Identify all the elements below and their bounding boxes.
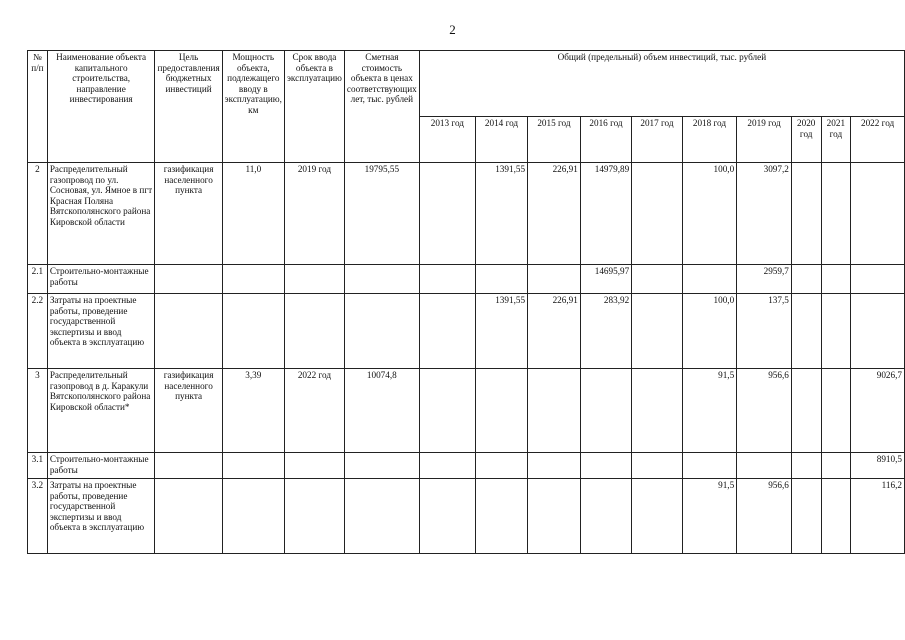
row-year-value	[821, 479, 851, 554]
row-year-value	[475, 265, 527, 294]
row-num: 3	[28, 369, 48, 453]
row-year-value: 956,6	[737, 369, 792, 453]
row-year-value	[682, 265, 736, 294]
row-year-value	[851, 294, 905, 369]
investment-table	[27, 50, 905, 554]
row-year-value	[419, 453, 475, 479]
row-year-value	[632, 265, 683, 294]
row-year-value: 91,5	[682, 369, 736, 453]
row-num: 2.2	[28, 294, 48, 369]
row-capacity: 11,0	[222, 163, 284, 265]
header-num: № п/п	[28, 51, 48, 163]
row-name: Строительно-монтажные работы	[47, 453, 155, 479]
row-year-value	[791, 265, 821, 294]
row-cost	[344, 265, 419, 294]
row-num: 2	[28, 163, 48, 265]
row-year-value: 283,92	[580, 294, 631, 369]
row-year-value	[791, 294, 821, 369]
row-name: Распределительный газопровод в д. Каракули Вятскополянского района Кировской области*	[47, 369, 155, 453]
header-year: 2021 год	[821, 117, 851, 163]
row-year-value: 91,5	[682, 479, 736, 554]
row-cost	[344, 453, 419, 479]
row-term	[284, 453, 344, 479]
row-cost	[344, 294, 419, 369]
row-year-value	[821, 453, 851, 479]
row-year-value	[821, 294, 851, 369]
header-cost: Сметная стоимость объекта в ценах соответствующих лет, тыс. рублей	[344, 51, 419, 163]
row-year-value: 14695,97	[580, 265, 631, 294]
row-capacity	[222, 265, 284, 294]
header-year: 2020 год	[791, 117, 821, 163]
row-year-value: 3097,2	[737, 163, 792, 265]
row-name: Строительно-монтажные работы	[47, 265, 155, 294]
row-year-value: 100,0	[682, 294, 736, 369]
row-year-value	[821, 265, 851, 294]
row-year-value	[851, 163, 905, 265]
row-goal	[155, 294, 222, 369]
row-year-value: 2959,7	[737, 265, 792, 294]
row-year-value	[528, 479, 581, 554]
row-year-value: 956,6	[737, 479, 792, 554]
row-year-value	[419, 163, 475, 265]
row-num: 2.1	[28, 265, 48, 294]
header-year: 2016 год	[580, 117, 631, 163]
row-term: 2019 год	[284, 163, 344, 265]
header-year: 2022 год	[851, 117, 905, 163]
row-year-value	[632, 369, 683, 453]
row-term	[284, 479, 344, 554]
row-year-value: 226,91	[528, 294, 581, 369]
row-year-value	[632, 453, 683, 479]
row-year-value	[682, 453, 736, 479]
row-term: 2022 год	[284, 369, 344, 453]
header-year: 2014 год	[475, 117, 527, 163]
row-goal: газификация населенного пункта	[155, 369, 222, 453]
row-year-value	[419, 369, 475, 453]
header-name: Наименование объекта капитального строительства, направление инвестирования	[47, 51, 155, 163]
row-year-value	[580, 369, 631, 453]
row-year-value: 8910,5	[851, 453, 905, 479]
row-capacity: 3,39	[222, 369, 284, 453]
row-year-value	[528, 453, 581, 479]
row-year-value: 116,2	[851, 479, 905, 554]
row-year-value	[632, 479, 683, 554]
row-name: Распределительный газопровод по ул. Сосновая, ул. Ямное в пгт Красная Поляна Вятскополянского района Кировской области	[47, 163, 155, 265]
table-row	[28, 479, 905, 554]
row-cost: 10074,8	[344, 369, 419, 453]
row-year-value	[528, 369, 581, 453]
row-year-value: 14979,89	[580, 163, 631, 265]
row-year-value	[791, 369, 821, 453]
row-num: 3.1	[28, 453, 48, 479]
row-year-value: 137,5	[737, 294, 792, 369]
table-row	[28, 453, 905, 479]
row-year-value	[475, 479, 527, 554]
row-year-value	[528, 265, 581, 294]
row-year-value	[580, 479, 631, 554]
row-year-value: 100,0	[682, 163, 736, 265]
row-year-value	[632, 163, 683, 265]
header-year: 2018 год	[682, 117, 736, 163]
row-year-value	[791, 479, 821, 554]
row-year-value	[737, 453, 792, 479]
row-name: Затраты на проектные работы, проведение государственной экспертизы и ввод объекта в эксплуатацию	[47, 479, 155, 554]
row-year-value	[580, 453, 631, 479]
row-year-value	[851, 265, 905, 294]
table-row	[28, 369, 905, 453]
row-year-value	[632, 294, 683, 369]
row-goal	[155, 453, 222, 479]
header-term: Срок ввода объекта в эксплуатацию	[284, 51, 344, 163]
row-goal	[155, 479, 222, 554]
row-year-value: 1391,55	[475, 163, 527, 265]
row-year-value	[475, 453, 527, 479]
row-term	[284, 265, 344, 294]
row-year-value	[791, 163, 821, 265]
header-capacity: Мощность объекта, подлежащего вводу в эксплуатацию, км	[222, 51, 284, 163]
row-capacity	[222, 294, 284, 369]
header-year: 2019 год	[737, 117, 792, 163]
header-year: 2017 год	[632, 117, 683, 163]
row-goal: газификация населенного пункта	[155, 163, 222, 265]
row-year-value	[475, 369, 527, 453]
row-cost	[344, 479, 419, 554]
row-year-value	[419, 294, 475, 369]
page-number: 2	[449, 22, 456, 37]
row-year-value	[791, 453, 821, 479]
row-year-value	[821, 369, 851, 453]
row-year-value: 226,91	[528, 163, 581, 265]
row-goal	[155, 265, 222, 294]
row-num: 3.2	[28, 479, 48, 554]
row-year-value: 1391,55	[475, 294, 527, 369]
row-name: Затраты на проектные работы, проведение государственной экспертизы и ввод объекта в эксплуатацию	[47, 294, 155, 369]
row-term	[284, 294, 344, 369]
row-year-value: 9026,7	[851, 369, 905, 453]
header-year: 2013 год	[419, 117, 475, 163]
row-capacity	[222, 479, 284, 554]
header-year: 2015 год	[528, 117, 581, 163]
table-row	[28, 163, 905, 265]
header-goal: Цель предоставления бюджетных инвестиций	[155, 51, 222, 163]
row-year-value	[821, 163, 851, 265]
row-capacity	[222, 453, 284, 479]
row-year-value	[419, 265, 475, 294]
table-row	[28, 294, 905, 369]
table-row	[28, 265, 905, 294]
header-total-investment: Общий (предельный) объем инвестиций, тыс. рублей	[419, 51, 904, 117]
row-year-value	[419, 479, 475, 554]
row-cost: 19795,55	[344, 163, 419, 265]
